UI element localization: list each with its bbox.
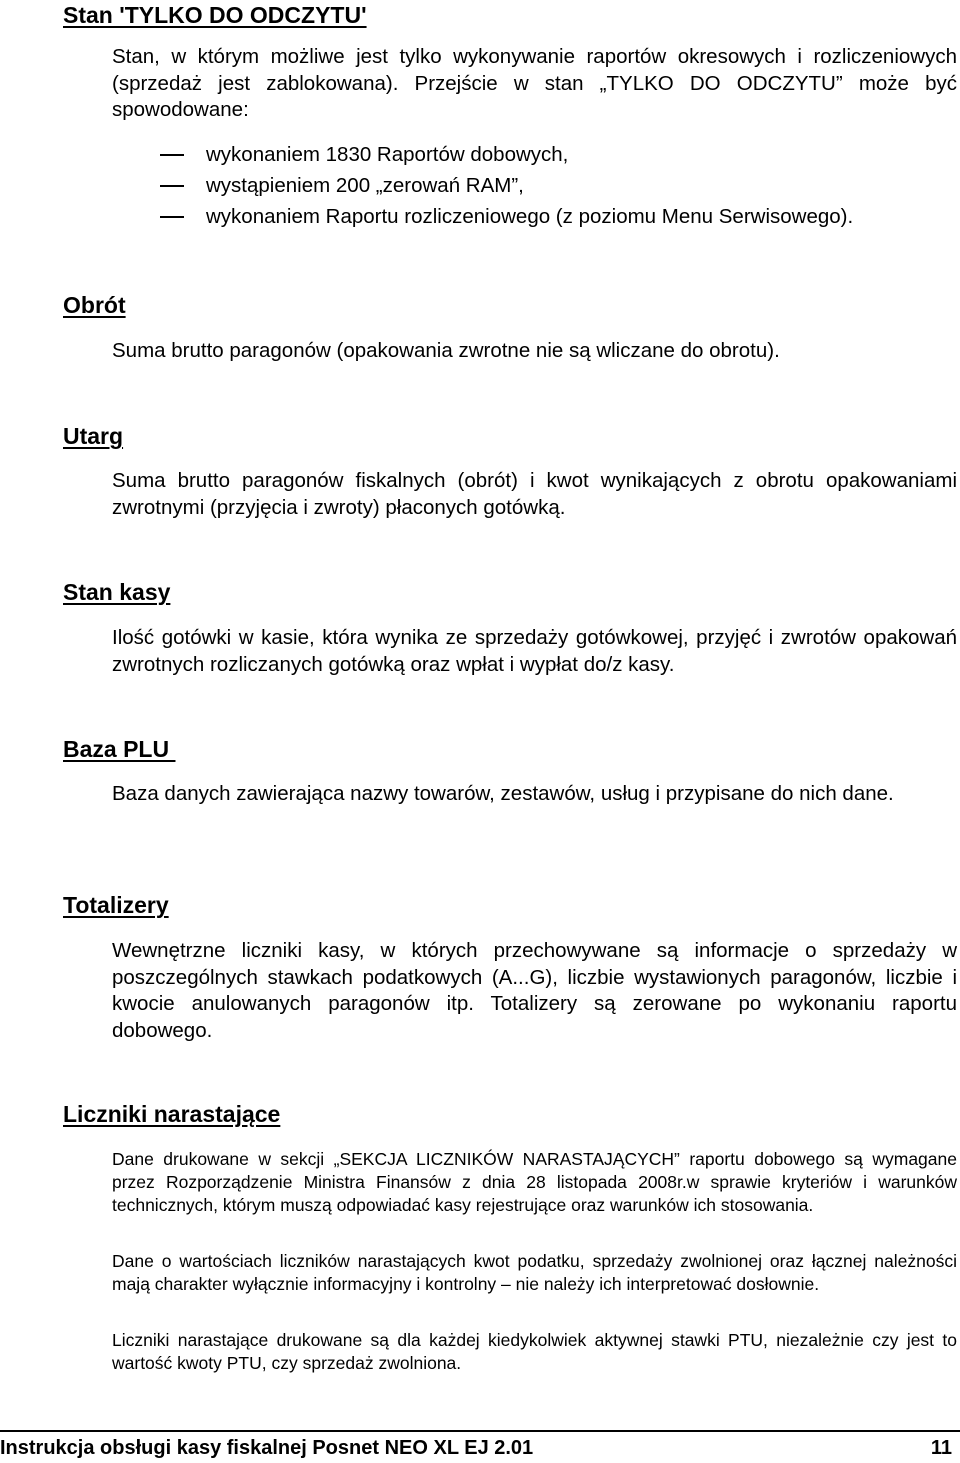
- heading-totalizery: Totalizery: [63, 892, 169, 918]
- footer-title: Instrukcja obsługi kasy fiskalnej Posnet NEO XL EJ 2.01: [0, 1437, 534, 1459]
- heading-liczniki-narastajace: Liczniki narastające: [63, 1101, 281, 1127]
- heading-tylko-do-odczytu: Stan 'TYLKO DO ODCZYTU': [63, 2, 367, 28]
- heading-utarg: Utarg: [63, 423, 124, 449]
- list-item: wykonaniem 1830 Raportów dobowych,: [160, 139, 853, 170]
- dash-bullet: [160, 185, 184, 187]
- list-item: wykonaniem Raportu rozliczeniowego (z poziomu Menu Serwisowego).: [160, 201, 853, 232]
- footer-divider: [0, 1430, 960, 1432]
- paragraph-liczniki-2: Dane o wartościach liczników narastających kwot podatku, sprzedaży zwolnionej oraz łącznej należności mają charakter wyłącznie informacyjny i kontrolny – nie należy ich interpretować dosłownie.: [112, 1251, 957, 1294]
- footer-page-number: 11: [930, 1437, 952, 1459]
- heading-baza-plu: Baza PLU: [63, 736, 176, 762]
- list-tylko-do-odczytu: [160, 139, 853, 232]
- paragraph-baza-plu: Baza danych zawierająca nazwy towarów, zestawów, usług i przypisane do nich dane.: [112, 782, 894, 805]
- paragraph-totalizery: Wewnętrzne liczniki kasy, w których przechowywane są informacje o sprzedaży w poszczególnych stawkach podatkowych (A...G), liczbie wystawionych paragonów, liczbie i kwocie anulowanych paragonów itp. Totalizery są zerowane po wykonaniu raportu dobowego.: [112, 939, 957, 1042]
- dash-bullet: [160, 154, 184, 156]
- paragraph-tylko-do-odczytu: Stan, w którym możliwe jest tylko wykonywanie raportów okresowych i rozliczeniowych (sprzedaż jest zablokowana). Przejście w stan „TYLKO DO ODCZYTU” może być spowodowane:: [112, 45, 957, 121]
- list-item: wystąpieniem 200 „zerowań RAM”,: [160, 170, 853, 201]
- dash-bullet: [160, 216, 184, 218]
- paragraph-utarg: Suma brutto paragonów fiskalnych (obrót) i kwot wynikających z obrotu opakowaniami zwrotnymi (przyjęcia i zwroty) płaconych gotówką.: [112, 469, 957, 519]
- heading-stan-kasy: Stan kasy: [63, 579, 171, 605]
- paragraph-stan-kasy: Ilość gotówki w kasie, która wynika ze sprzedaży gotówkowej, przyjęć i zwrotów opakowań zwrotnych rozliczanych gotówką oraz wpłat i wypłat do/z kasy.: [112, 626, 957, 676]
- heading-obrot: Obrót: [63, 292, 126, 318]
- paragraph-liczniki-3: Liczniki narastające drukowane są dla każdej kiedykolwiek aktywnej stawki PTU, niezależnie czy jest to wartość kwoty PTU, czy sprzedaż zwolniona.: [112, 1330, 957, 1373]
- paragraph-obrot: Suma brutto paragonów (opakowania zwrotne nie są wliczane do obrotu).: [112, 339, 780, 362]
- paragraph-liczniki-1: Dane drukowane w sekcji „SEKCJA LICZNIKÓW NARASTAJĄCYCH” raportu dobowego są wymagane przez Rozporządzenie Ministra Finansów z dnia 28 listopada 2008r.w sprawie kryteriów i warunków technicznych, którym muszą odpowiadać kasy rejestrujące oraz warunków ich stosowania.: [112, 1149, 957, 1215]
